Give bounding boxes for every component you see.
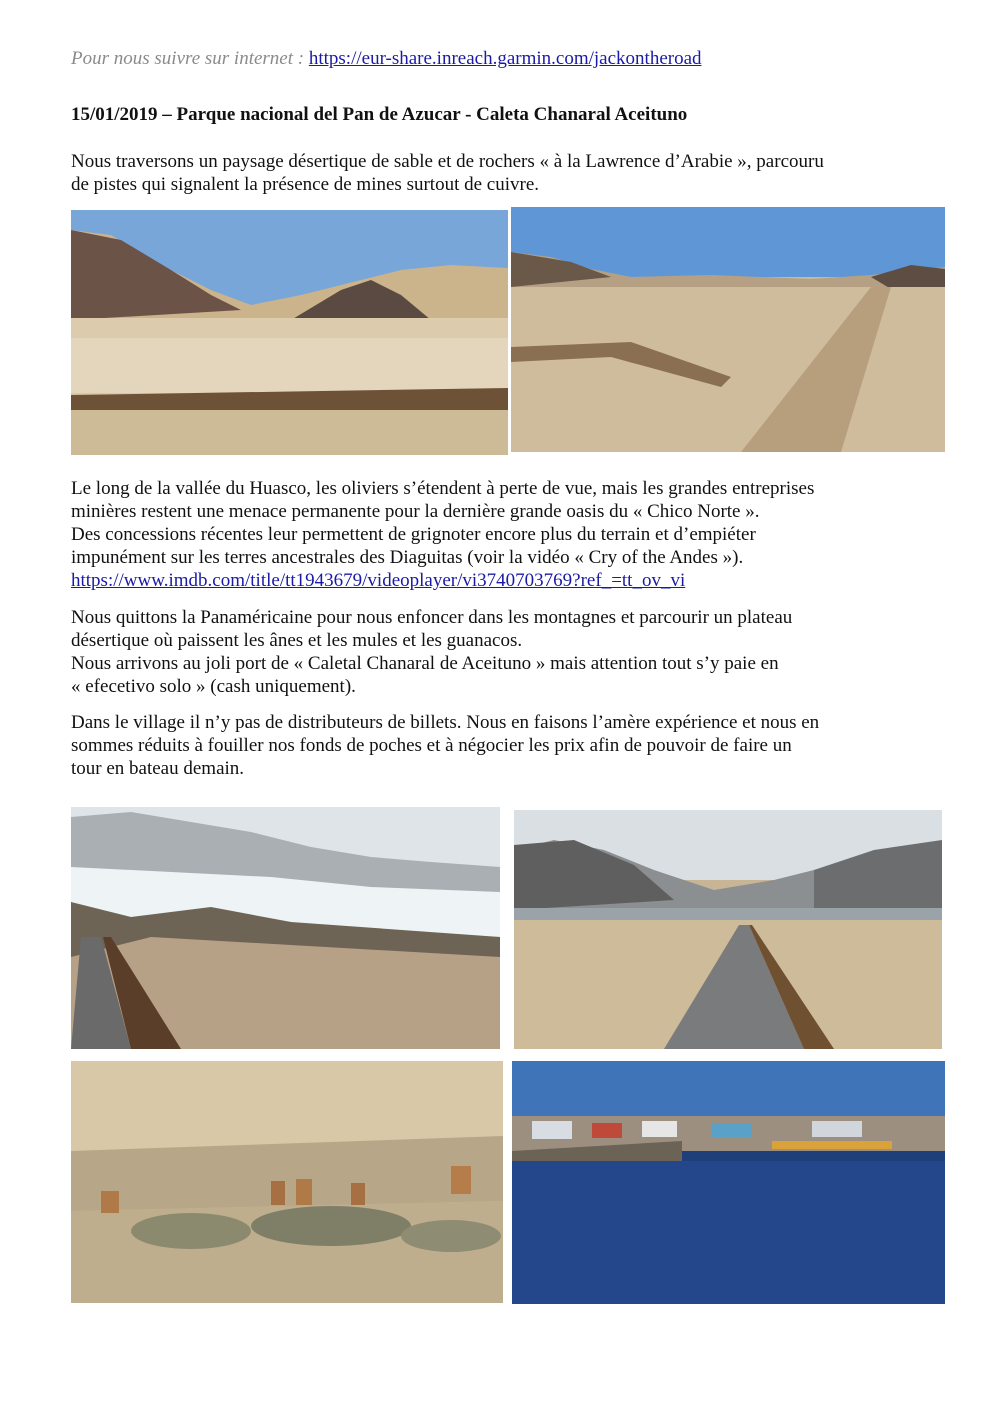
- photo-road-to-town: [514, 810, 942, 1049]
- paragraph-3-line: Nous arrivons au joli port de « Caletal Chanaral de Aceituno » mais attention tout s’y paie en: [71, 653, 779, 674]
- paragraph-2-line: minières restent une menace permanente pour la dernière grande oasis du « Chico Norte ».: [71, 501, 760, 522]
- paragraph-2: [71, 477, 814, 592]
- paragraph-3: [71, 606, 792, 698]
- photo-coastal-road: [71, 807, 500, 1049]
- paragraph-1: [71, 150, 824, 196]
- paragraph-2-line: impunément sur les terres ancestrales des Diaguitas (voir la vidéo « Cry of the Andes »).: [71, 547, 744, 568]
- paragraph-3-line: désertique où paissent les ânes et les mules et les guanacos.: [71, 630, 523, 651]
- follow-link[interactable]: https://eur-share.inreach.garmin.com/jackontheroad: [308, 48, 702, 69]
- paragraph-4-line: sommes réduits à fouiller nos fonds de poches et à négocier les prix afin de pouvoir de faire un: [71, 735, 792, 756]
- paragraph-4: [71, 711, 819, 780]
- paragraph-4-line: Dans le village il n’y pas de distributeurs de billets. Nous en faisons l’amère expérience et nous en: [71, 712, 820, 733]
- photo-desert-hills: [71, 210, 508, 455]
- imdb-video-link[interactable]: https://www.imdb.com/title/tt1943679/videoplayer/vi3740703769?ref_=tt_ov_vi: [71, 570, 686, 591]
- photo-guanacos: [71, 1061, 503, 1303]
- paragraph-1-line: de pistes qui signalent la présence de mines surtout de cuivre.: [71, 174, 540, 195]
- paragraph-2-line: Le long de la vallée du Huasco, les oliviers s’étendent à perte de vue, mais les grandes entreprises: [71, 478, 815, 499]
- paragraph-4-line: tour en bateau demain.: [71, 758, 245, 779]
- page-title: 15/01/2019 – Parque nacional del Pan de Azucar - Caleta Chanaral Aceituno: [71, 104, 688, 125]
- photo-dirt-road: [511, 207, 945, 452]
- paragraph-1-line: Nous traversons un paysage désertique de sable et de rochers « à la Lawrence d’Arabie », parcouru: [71, 151, 824, 172]
- follow-line: [71, 47, 702, 70]
- paragraph-3-line: Nous quittons la Panaméricaine pour nous enfoncer dans les montagnes et parcourir un plateau: [71, 607, 793, 628]
- paragraph-2-line: Des concessions récentes leur permettent de grignoter encore plus du terrain et d’empiéter: [71, 524, 756, 545]
- photo-harbour: [512, 1061, 945, 1304]
- follow-label: Pour nous suivre sur internet :: [71, 48, 309, 69]
- paragraph-3-line: « efecetivo solo » (cash uniquement).: [71, 676, 356, 697]
